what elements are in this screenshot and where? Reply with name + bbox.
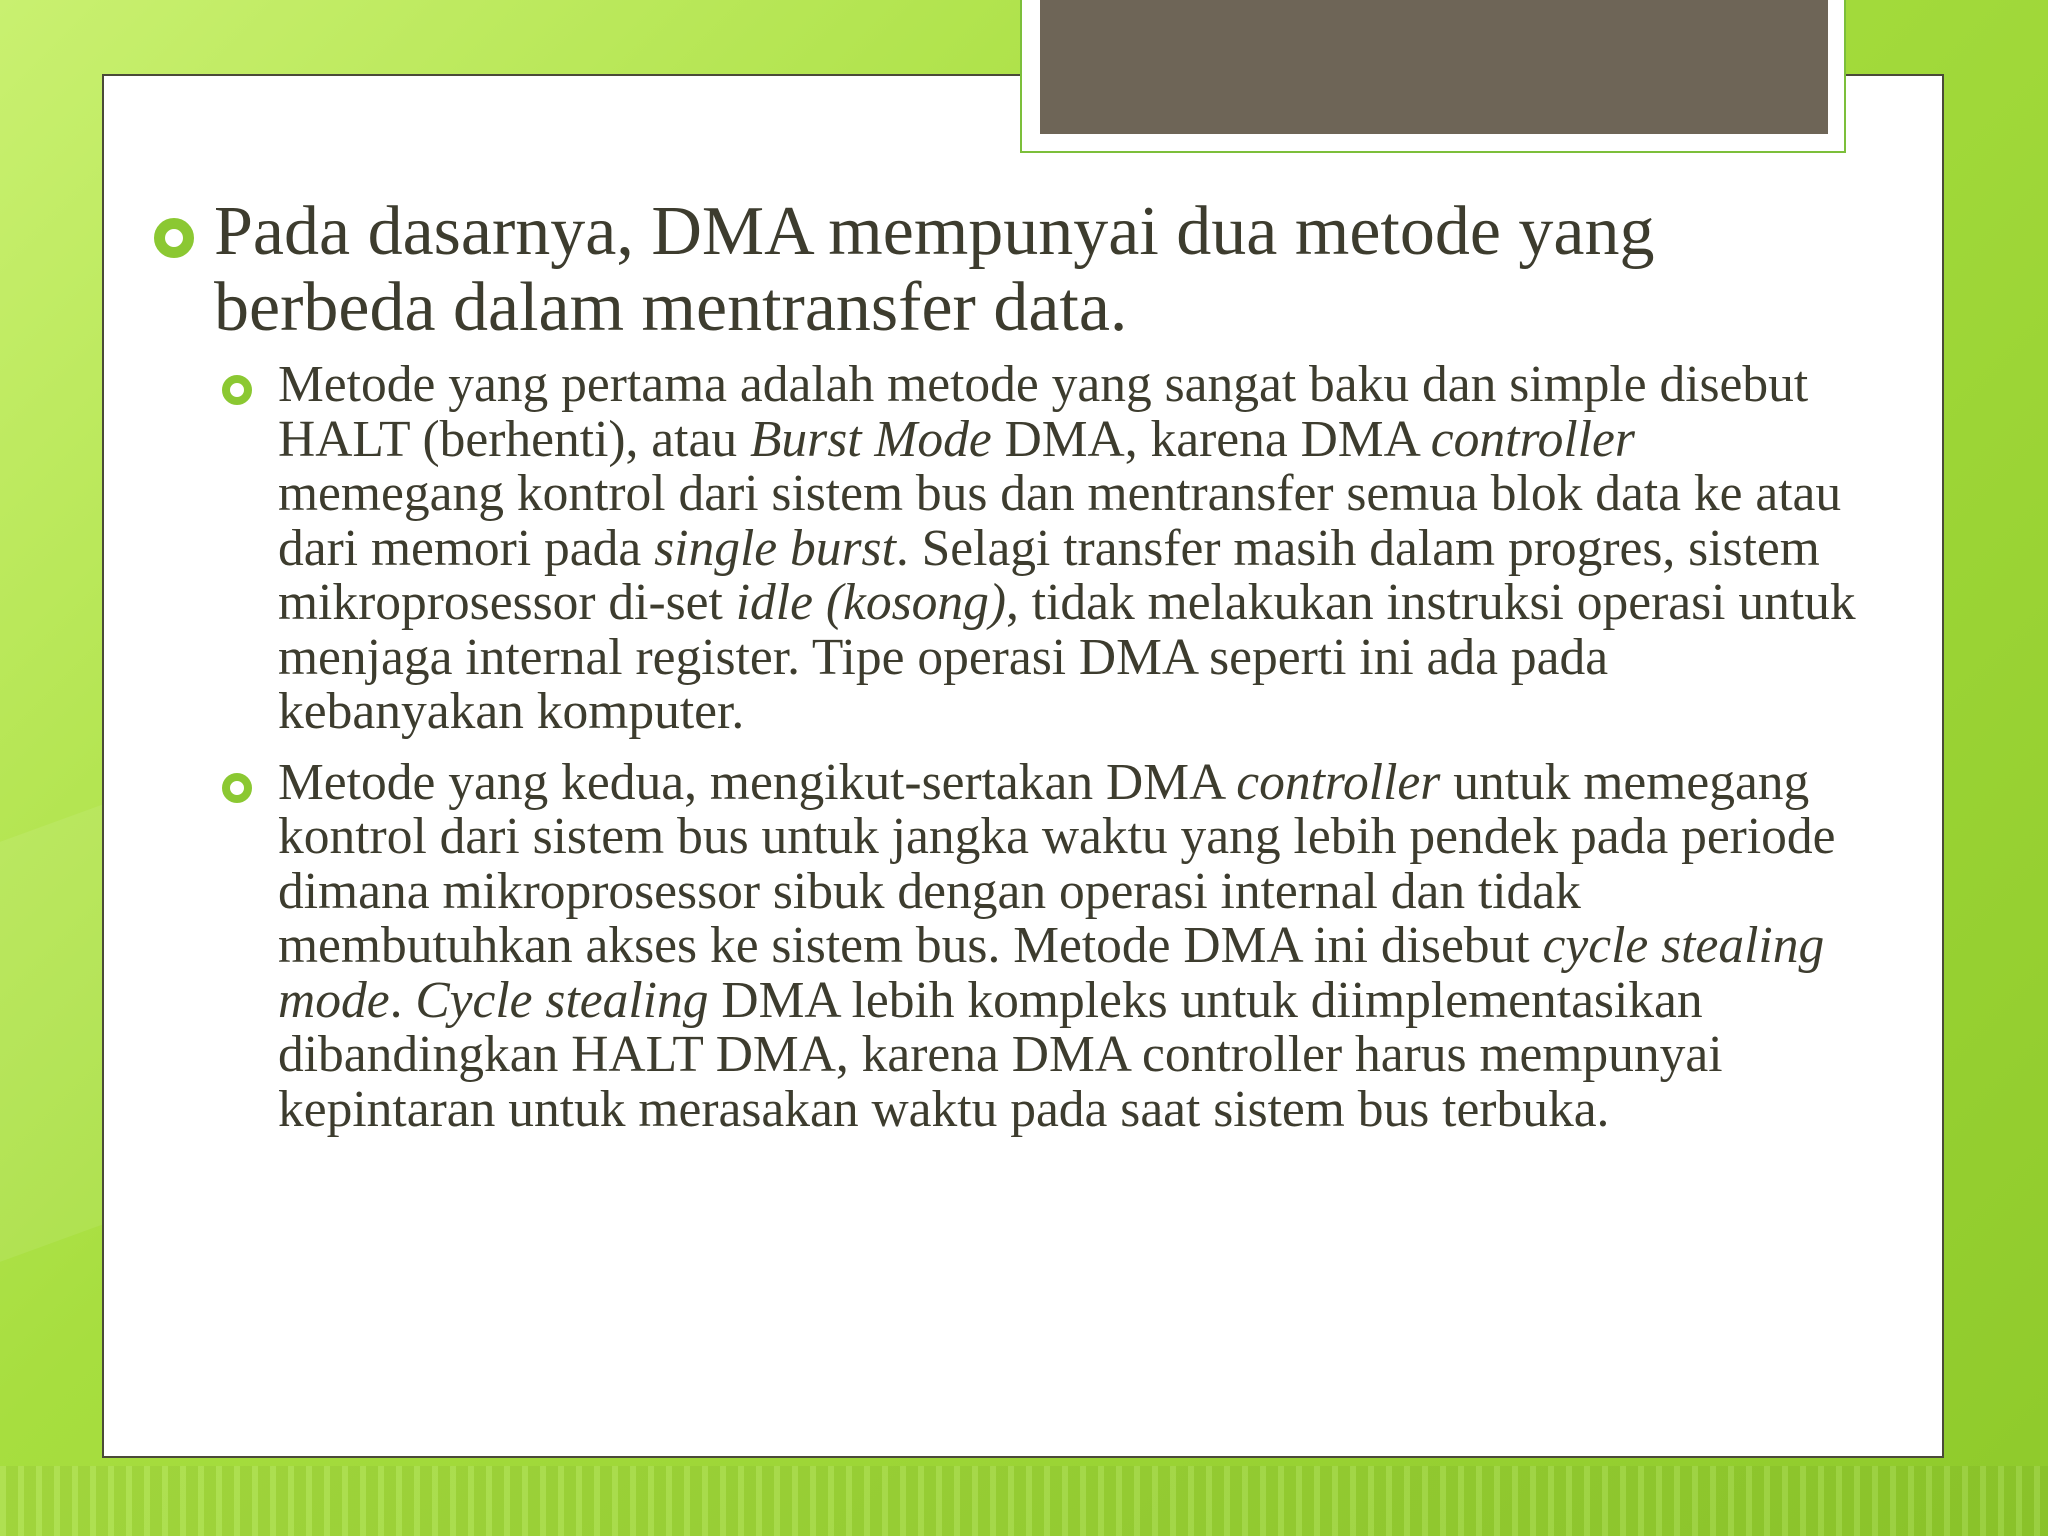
- italic-term: single burst: [654, 519, 896, 577]
- sub-bullet-cycle-stealing: [216, 753, 1860, 1138]
- italic-term: Cycle stealing: [415, 971, 709, 1029]
- text-segment: memegang kontrol dari sistem bus dan mentransfer semua blok data ke atau dari memori pada: [278, 465, 1842, 577]
- background-stripes: [0, 1466, 2048, 1536]
- sub-bullet-text: [278, 754, 1836, 1138]
- text-segment: Metode yang pertama adalah metode yang sangat baku dan simple disebut HALT (berhenti), atau: [278, 356, 1809, 468]
- italic-term: idle (kosong): [735, 574, 1007, 631]
- text-segment: DMA lebih kompleks untuk diimplementasikan dibandingkan HALT DMA, karena DMA controller harus mempunyai kepintaran untuk merasakan waktu pada saat sistem bus terbuka.: [278, 971, 1723, 1138]
- sub-bullet-halt-mode: [216, 358, 1860, 740]
- title-placeholder: [1040, 0, 1828, 134]
- slide-body: [150, 194, 1860, 1153]
- italic-term: controller: [1430, 410, 1635, 468]
- italic-term: cycle stealing mode: [278, 917, 1825, 1029]
- main-bullet: [150, 194, 1860, 346]
- sub-bullet-text: [278, 356, 1856, 740]
- text-segment: .: [389, 971, 416, 1029]
- ring-bullet-icon: [222, 375, 252, 405]
- text-segment: untuk memegang kontrol dari sistem bus untuk jangka waktu yang lebih pendek pada periode dimana mikroprosessor sibuk dengan operasi internal dan tidak membutuhkan akses ke sistem bus. Metode DMA ini disebut: [278, 753, 1836, 974]
- text-segment: . Selagi transfer masih dalam progres, sistem mikroprosessor di-set: [278, 519, 1820, 631]
- text-segment: , tidak melakukan instruksi operasi untuk menjaga internal register. Tipe operasi DMA seperti ini ada pada kebanyakan komputer.: [278, 574, 1856, 740]
- text-segment: Metode yang kedua, mengikut-sertakan DMA: [278, 753, 1237, 811]
- ring-bullet-icon: [222, 773, 252, 803]
- ring-bullet-icon: [154, 218, 194, 258]
- main-bullet-text: Pada dasarnya, DMA mempunyai dua metode yang berbeda dalam mentransfer data.: [214, 193, 1655, 346]
- italic-term: controller: [1236, 753, 1441, 811]
- text-segment: DMA, karena DMA: [991, 410, 1431, 468]
- italic-term: Burst Mode: [749, 410, 992, 468]
